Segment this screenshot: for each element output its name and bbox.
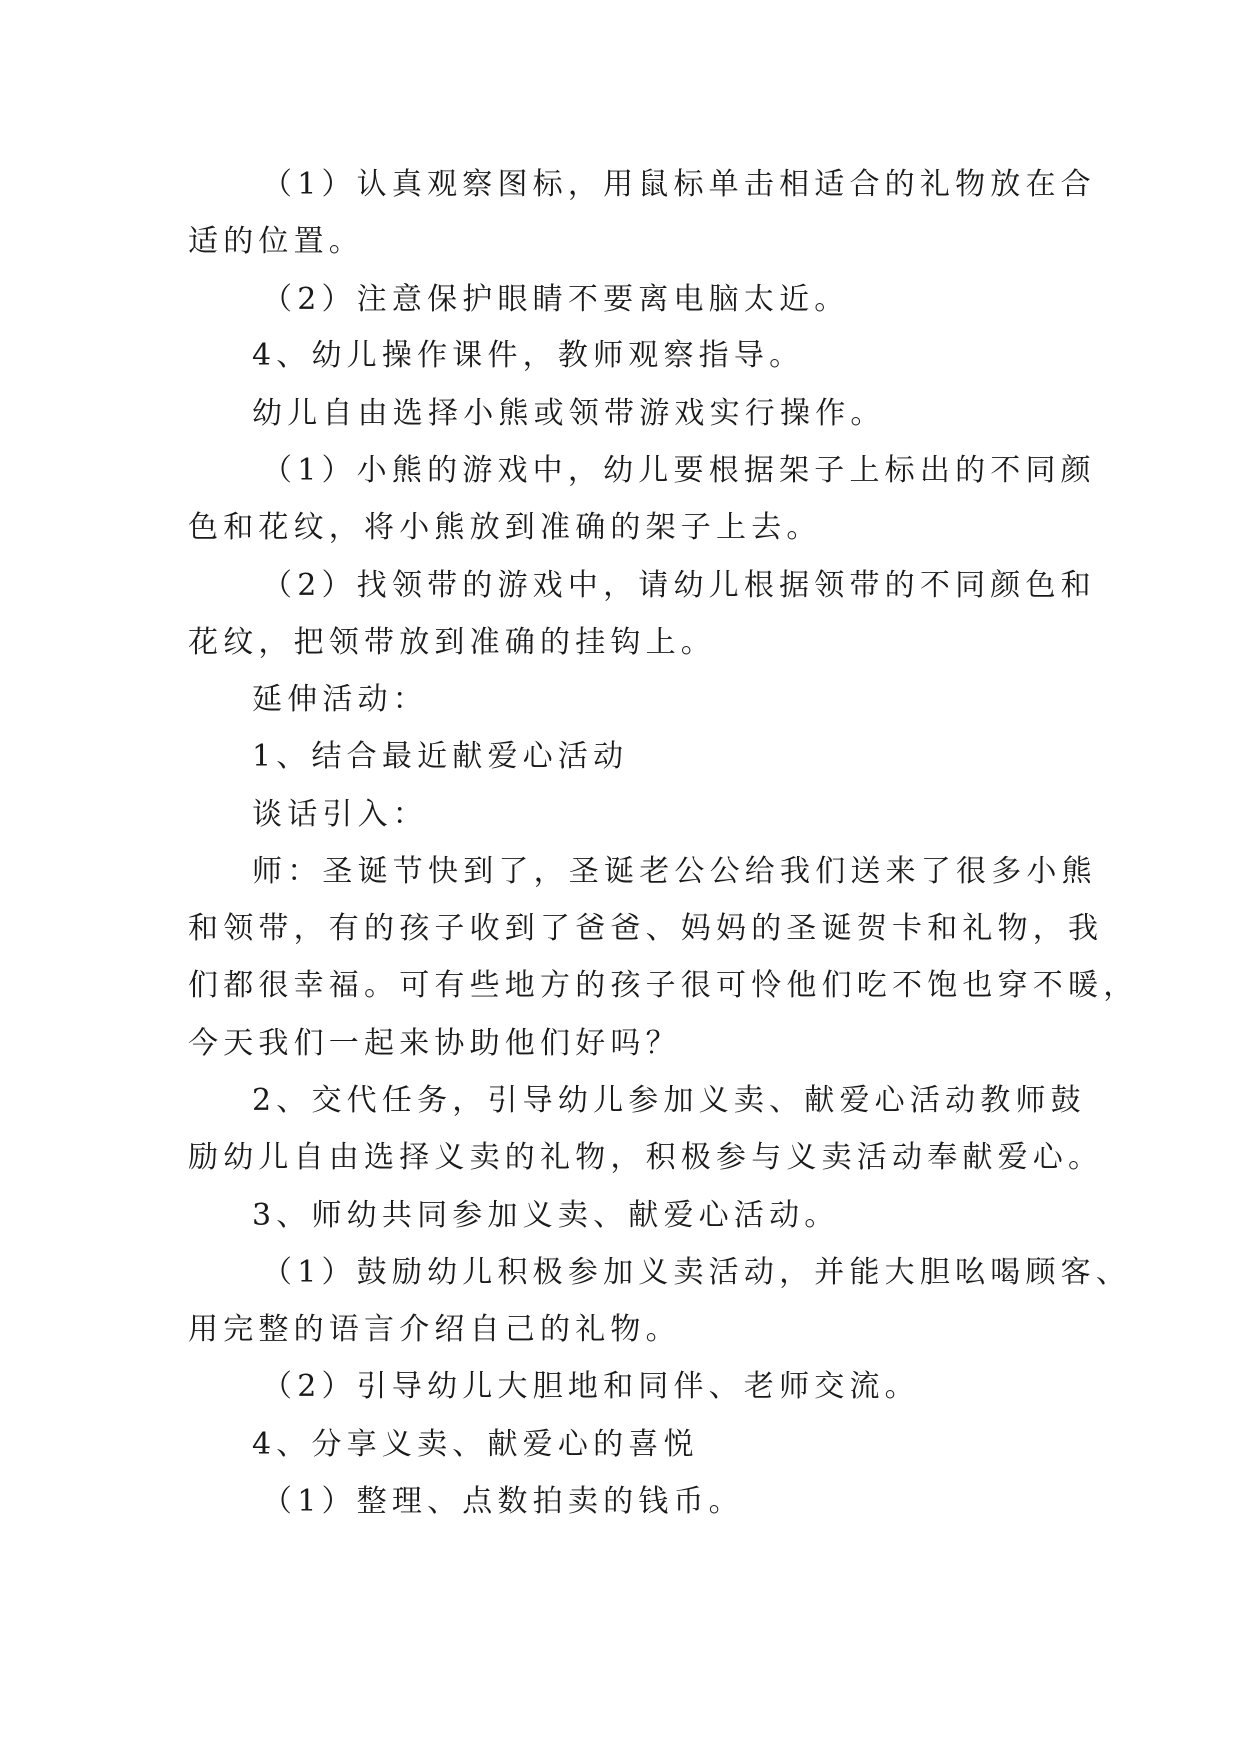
text-line: 们都很幸福。可有些地方的孩子很可怜他们吃不饱也穿不暖，: [188, 968, 1139, 1003]
text-line: 色和花纹，将小熊放到准确的架子上去。: [188, 510, 822, 545]
text-line: （1）认真观察图标，用鼠标单击相适合的礼物放在合: [262, 167, 1096, 202]
text-line: 谈话引入：: [252, 797, 428, 832]
text-line: （2）找领带的游戏中，请幼儿根据领带的不同颜色和: [262, 568, 1096, 603]
text-line: 幼儿自由选择小熊或领带游戏实行操作。: [252, 396, 886, 431]
text-line: 4、分享义卖、献爱心的喜悦: [252, 1427, 699, 1462]
text-line: 用完整的语言介绍自己的礼物。: [188, 1312, 681, 1347]
text-line: 励幼儿自由选择义卖的礼物，积极参与义卖活动奉献爱心。: [188, 1140, 1104, 1175]
text-line: （1）小熊的游戏中，幼儿要根据架子上标出的不同颜: [262, 453, 1096, 488]
text-line: 延伸活动：: [252, 682, 428, 717]
text-line: 4、幼儿操作课件，教师观察指导。: [252, 338, 805, 373]
text-line: 师：圣诞节快到了，圣诞老公公给我们送来了很多小熊: [252, 854, 1097, 889]
text-line: （1）鼓励幼儿积极参加义卖活动，并能大胆吆喝顾客、: [262, 1255, 1132, 1290]
text-line: 3、师幼共同参加义卖、献爱心活动。: [252, 1198, 840, 1233]
text-line: 2、交代任务，引导幼儿参加义卖、献爱心活动教师鼓: [252, 1083, 1086, 1118]
text-line: 和领带，有的孩子收到了爸爸、妈妈的圣诞贺卡和礼物，我: [188, 911, 1104, 946]
text-line: （2）注意保护眼睛不要离电脑太近。: [262, 282, 850, 317]
text-line: 适的位置。: [188, 224, 364, 259]
text-line: （2）引导幼儿大胆地和同伴、老师交流。: [262, 1369, 920, 1404]
text-line: 花纹，把领带放到准确的挂钩上。: [188, 625, 716, 660]
text-line: （1）整理、点数拍卖的钱币。: [262, 1484, 744, 1519]
text-line: 1、结合最近献爱心活动: [252, 739, 629, 774]
text-line: 今天我们一起来协助他们好吗？: [188, 1026, 681, 1061]
